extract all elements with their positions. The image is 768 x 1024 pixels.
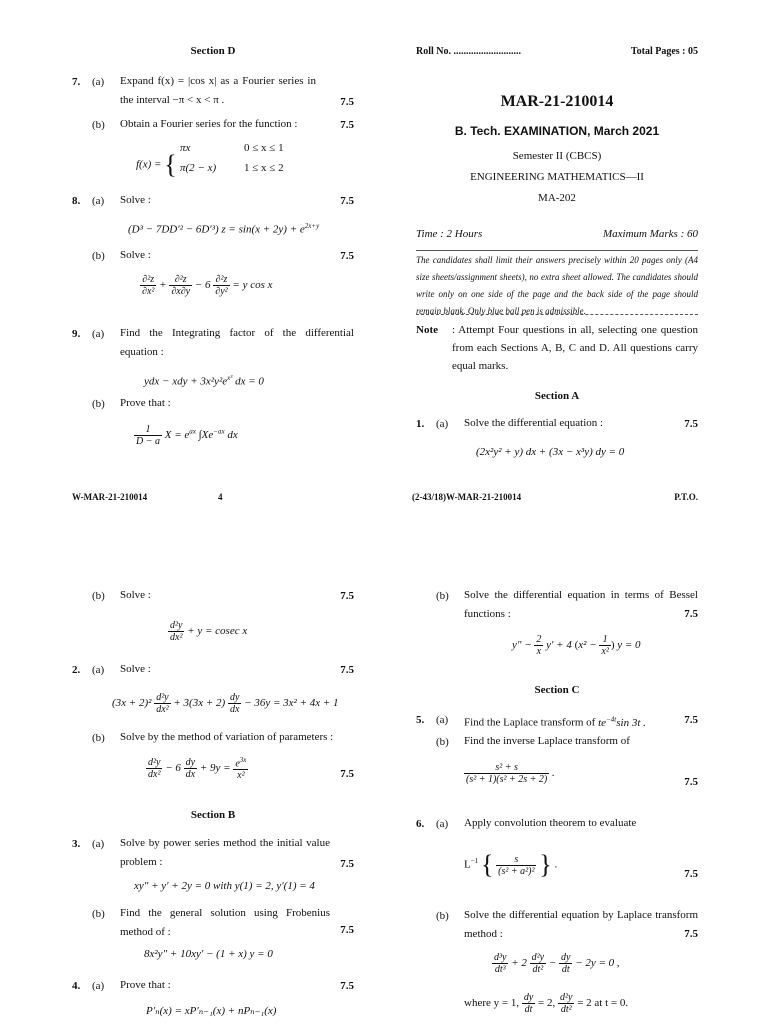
q4a-text: Prove that : [120,979,171,991]
q4b-label: (b) [436,590,449,602]
q9a-label: (a) [92,328,105,340]
subject: ENGINEERING MATHEMATICS—II [470,171,644,183]
q9a-eq-end: dx = 0 [235,375,264,388]
page-4-column [72,0,354,512]
q2b-text: Solve by the method of variation of parameters : [120,731,334,743]
q7-number: 7. [72,76,81,88]
q1b-mark: 7.5 [340,590,354,602]
q9a-equation [144,374,264,388]
q6b-initial-conditions [464,992,628,1015]
q6b-equation: $\frac{\text{d³y}}{\text{dt³}}$ + 2 $\frac{\text{d²y}}{\text{dt²}}$ − $\frac{dy}{dt}$ − 2y = 0 , [494,952,620,975]
fraction: $\frac{1}{\text{x²}}$ [601,634,609,657]
q9b-equation: $\frac{1}{D - a}$ $X = e^{ax}$ $\int Xe^{-ax}$ dx [136,424,238,447]
q5a-expr-end: sin 3t . [616,716,646,729]
q8b-equation: $\frac{\text{∂²z}}{\text{∂x²}}$ + $\frac{\text{∂²z}}{\partial x\partial y}$ − 6 $\frac{\text{∂²z}}{\text{∂y²}}$ = y cos x [142,274,273,297]
q4b-text: Solve the differential equation in terms of Bessel functions : [464,589,698,620]
q2a-eq-mid: + 3(3x + 2) [173,697,226,710]
roll-number-field: Roll No. ........................... [416,46,521,57]
q2a-eq-end: − 36y = 3x² + 4x + 1 [244,697,339,710]
q9-number: 9. [72,328,81,340]
q4-number: 4. [72,980,81,992]
q3a-equation: xy″ + y′ + 2y = 0 with y(1) = 2, y′(1) = 4 [134,880,315,892]
q2a-equation [112,692,339,715]
q2-number: 2. [72,664,81,676]
q2b-equation [146,756,248,781]
q1a-mark: 7.5 [684,418,698,430]
q6b-eq-end: − 2y = 0 , [575,957,620,970]
fraction: $\frac{\text{d²y}}{\text{dt²}}$ [560,992,573,1015]
q6b-label: (b) [436,910,449,922]
q7b-f-lhs: f(x) = [136,158,162,171]
fraction: $\frac{1}{D - a}$ [136,424,160,447]
q7b-case2-cond: 1 ≤ x ≤ 2 [244,162,284,174]
q9b-eq-mid: ∫Xe [198,429,214,442]
section-c-heading: Section C [534,684,580,696]
fraction: $\frac{\text{∂²z}}{\partial x\partial y}$ [171,274,191,297]
q1a-equation: (2x²y² + y) dx + (3x − x³y) dy = 0 [476,446,625,458]
q7b-label: (b) [92,119,105,131]
q7b-case1: πx [180,142,191,154]
q3b-equation: 8x²y″ + 10xy′ − (1 + x) y = 0 [144,948,273,960]
q3b-mark: 7.5 [340,924,354,936]
q5b-label: (b) [436,736,449,748]
section-b-heading: Section B [190,809,236,821]
fraction: $\frac{dy}{dt}$ [561,952,571,975]
q8-number: 8. [72,195,81,207]
q9b-eq-end: dx [227,429,238,442]
left-brace-icon: { [164,150,177,179]
fraction: $\frac{\text{d²y}}{\text{dx²}}$ [156,692,169,715]
q1b-label: (b) [92,590,105,602]
q4a-label: (a) [92,980,105,992]
q2a-mark: 7.5 [340,664,354,676]
q4b-equation: y″ − $\frac{2}{x}$ y′ + 4 (x² − $\frac{1}{\text{x²}}$ ) y = 0 [512,634,641,657]
q1-number: 1. [416,418,425,430]
q4a-equation: P′ₙ(x) = xP′ₙ₋₁(x) + nPₙ₋₁(x) [146,1005,277,1017]
q6b-mark: 7.5 [684,928,698,940]
pto-label: P.T.O. [674,492,698,502]
q8a-label: (a) [92,195,105,207]
q4b-eq-mid: y′ + 4 [546,639,572,652]
left-brace-icon: { [480,850,494,879]
fraction: $\frac{\text{d²y}}{\text{dx²}}$ [170,620,183,643]
q8b-mark: 7.5 [340,250,354,262]
q8a-text: Solve : [120,194,151,206]
q3a-label: (a) [92,838,105,850]
q1a-text: Solve the differential equation : [464,417,604,429]
q2a-eq-start: (3x + 2)² [112,697,152,710]
q6b-text: Solve the differential equation by Laplace transform method : [464,909,698,940]
page-2-column [72,552,354,1024]
note-text: : Attempt Four questions in all, selecting one question from each Sections A, B, C and D. All questions carry equal marks. [452,324,698,372]
maximum-marks: Maximum Marks : 60 [602,228,698,240]
q6a-lhs: L [464,858,471,871]
exam-name: B. Tech. EXAMINATION, March 2021 [454,124,660,138]
q6a-label: (a) [436,818,449,830]
q8a-eq-text: (D³ − 7DD′² − 6D′³) z = sin(x + 2y) + e [128,223,305,236]
cover-footer-code: (2-43/18)W-MAR-21-210014 [412,492,522,502]
q7a-label: (a) [92,76,105,88]
q6b-where-mid: = 2, [538,997,556,1010]
q5b-expression: $\frac{\text{s² + s}}{\text{(s² + 1)(s² + 2s + 2)}}$ . [466,762,555,785]
q2b-mark: 7.5 [340,768,354,780]
q5-number: 5. [416,714,425,726]
total-pages: Total Pages : 05 [630,46,698,57]
q4b-mark: 7.5 [684,608,698,620]
note-label: Note [416,324,438,336]
divider [416,314,698,315]
fraction: $\frac{\text{d²y}}{\text{dt²}}$ [531,952,545,975]
q5b-mark: 7.5 [684,776,698,788]
q1a-label: (a) [436,418,449,430]
q9b-text: Prove that : [120,397,171,409]
q1b-eq-rhs: + y = cosec x [187,625,248,638]
q7b-text: Obtain a Fourier series for the function : [120,118,298,130]
fraction: $\frac{\text{d³y}}{\text{dt³}}$ [494,952,507,975]
q3a-text: Solve by power series method the initial value problem : [120,837,330,868]
q5a-label: (a) [436,714,449,726]
q5a-text [464,710,646,733]
q4a-mark: 7.5 [340,980,354,992]
q9b-label: (b) [92,398,105,410]
q1b-equation [168,620,247,643]
semester: Semester II (CBCS) [512,150,602,162]
time-allowed: Time : 2 Hours [416,228,483,240]
q7a-text: Expand f(x) = |cos x| as a Fourier series in the interval −π < x < π . [120,75,316,106]
q3b-text: Find the general solution using Frobenius method of : [120,907,330,938]
bottom-spread [0,552,768,1024]
fraction: $\frac{\text{s² + s}}{\text{(s² + 1)(s² + 2s + 2)}}$ [466,762,548,785]
q6b-where-end: = 2 at t = 0. [577,997,629,1010]
q5a-text-label: Find the Laplace transform of [464,716,596,729]
q9b-eq-text: X = e [164,429,190,442]
q4b-eq-end: y = 0 [617,639,641,652]
q7b-case1-cond: 0 ≤ x ≤ 1 [244,142,284,154]
section-a-heading: Section A [534,390,580,402]
q8b-label: (b) [92,250,105,262]
q2b-eq-mid: − 6 [165,762,181,775]
q6-number: 6. [416,818,425,830]
q8b-text: Solve : [120,249,151,261]
fraction: $\frac{dy}{dx}$ [185,757,196,781]
q3a-mark: 7.5 [340,858,354,870]
cover-page-column [412,0,698,512]
q1b-text: Solve : [120,589,151,601]
q8a-equation [128,222,319,236]
q9a-eq-text: ydx − xdy + 3x²y²e [144,375,228,388]
q9a-text: Find the Integrating factor of the differential equation : [120,327,354,358]
q2a-text: Solve : [120,663,151,675]
q5a-mark: 7.5 [684,714,698,726]
divider [416,250,698,251]
fraction: $\frac{dy}{dx}$ [229,692,240,715]
fraction: $\frac{2}{x}$ [536,634,542,657]
q3-number: 3. [72,838,81,850]
q9a-eq-sup: x³ [227,374,233,382]
q7b-case2: π(2 − x) [180,162,217,174]
fraction: $\frac{dy}{dt}$ [523,992,534,1015]
q8a-mark: 7.5 [340,195,354,207]
q5a-expr-sup: −4t [606,715,617,723]
q6b-where: where y = 1, [464,997,520,1010]
q7a-mark: 7.5 [340,96,354,108]
q8a-eq-sup: 2x+y [304,222,320,230]
q7b-mark: 7.5 [340,119,354,131]
fraction: $\frac{e^{3x}}{\text{x²}}$ [235,756,247,782]
q6a-mark: 7.5 [684,868,698,880]
instructions: The candidates shall limit their answers precisely within 20 pages only (A4 size sheets/assignment sheets), no extra sheet allowed. The candidates should write only on one side of the page and the back side of the page should remain blank. Only blue ball pen is admissible. [416,255,698,316]
subject-code: MA-202 [538,192,576,204]
q8b-eq-rhs: = y cos x [232,279,273,292]
fraction: $\frac{\text{∂²z}}{\text{∂x²}}$ [142,274,155,297]
q2b-label: (b) [92,732,105,744]
fraction: $\frac{s}{\text{(s² + a²)²}}$ [498,853,535,877]
q3b-label: (b) [92,908,105,920]
fraction: $\frac{\text{∂²z}}{\text{∂y²}}$ [215,274,228,297]
right-brace-icon: } [539,850,552,879]
page-4-footer-code: W-MAR-21-210014 [72,492,148,502]
q7b-piecewise [136,150,177,180]
q2a-label: (a) [92,664,105,676]
q2b-eq-mid2: + 9y = [199,762,231,775]
q6a-text: Apply convolution theorem to evaluate [464,817,637,829]
paper-code-title: MAR-21-210014 [500,93,614,110]
q4b-eq-start: y″ − [512,639,532,652]
section-d-heading: Section D [190,45,236,57]
q6a-expression: $L^{-1}$ { $\frac{s}{\text{(s² + a²)²}}$ } . [464,850,558,879]
fraction: $\frac{\text{d²y}}{\text{dx²}}$ [148,757,161,781]
q5b-text: Find the inverse Laplace transform of [464,735,630,747]
page-3-column [416,552,698,1024]
q5a-expr: te [598,716,607,729]
page-4-number: 4 [218,492,223,502]
